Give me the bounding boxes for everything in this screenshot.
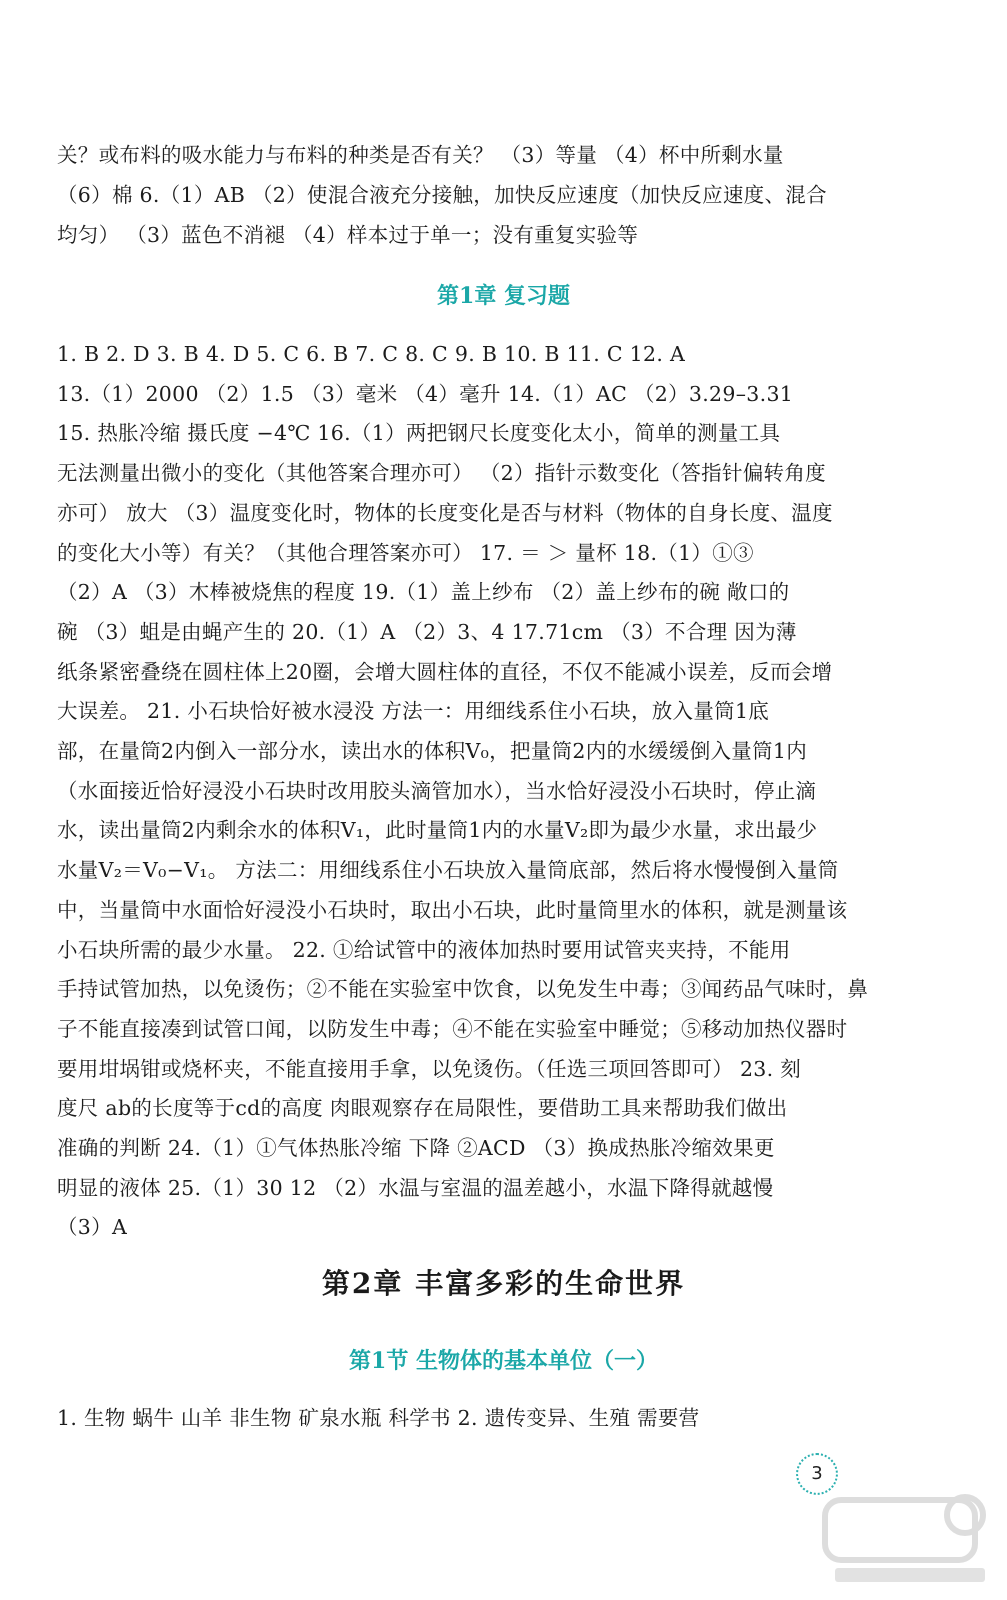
page-number: 3: [796, 1453, 838, 1495]
review-line: （2）A （3）木棒被烧焦的程度 19.（1）盖上纱布 （2）盖上纱布的碗 敞口的: [57, 580, 790, 605]
review-line: 度尺 ab的长度等于cd的高度 肉眼观察存在局限性，要借助工具来帮助我们做出: [57, 1096, 788, 1121]
section-line: 1. 生物 蜗牛 山羊 非生物 矿泉水瓶 科学书 2. 遗传变异、生殖 需要营: [57, 1406, 700, 1430]
review-line: 准确的判断 24.（1）①气体热胀冷缩 下降 ②ACD （3）换成热胀冷缩效果更: [57, 1136, 775, 1160]
review-line: 明显的液体 25.（1）30 12 （2）水温与室温的温差越小，水温下降得就越慢: [57, 1175, 774, 1200]
review-line: 1. B 2. D 3. B 4. D 5. C 6. B 7. C 8. C 9. B 10. B 11. C 12. A: [57, 342, 686, 366]
review-line: 水，读出量筒2内剩余水的体积V₁，此时量筒1内的水量V₂即为最少水量，求出最少: [57, 818, 818, 843]
review-line: 子不能直接凑到试管口闻，以防发生中毒；④不能在实验室中睡觉；⑤移动加热仪器时: [57, 1016, 848, 1041]
review-line: 13.（1）2000 （2）1.5 （3）毫米 （4）毫升 14.（1）AC （2）3.29–3.31: [57, 381, 794, 406]
paragraph-line: 均匀） （3）蓝色不消褪 （4）样本过于单一；没有重复实验等: [57, 223, 639, 247]
review-line: 小石块所需的最少水量。 22. ①给试管中的液体加热时要用试管夹夹持，不能用: [57, 937, 791, 962]
review-line: 碗 （3）蛆是由蝇产生的 20.（1）A （2）3、4 17.71cm （3）不合理 因为薄: [57, 619, 797, 644]
chapter-heading: 第2章 丰富多彩的生命世界: [321, 1267, 686, 1300]
review-line: 大误差。 21. 小石块恰好被水浸没 方法一：用细线系住小石块，放入量筒1底: [57, 699, 770, 724]
review-line: 手持试管加热，以免烫伤；②不能在实验室中饮食，以免发生中毒；③闻药品气味时，鼻: [57, 977, 869, 1002]
watermark-logo: [815, 1480, 995, 1590]
review-line: 15. 热胀冷缩 摄氏度 −4℃ 16.（1）两把钢尺长度变化太小，简单的测量工具: [57, 421, 781, 446]
paragraph-line: （6）棉 6.（1）AB （2）使混合液充分接触，加快反应速度（加快反应速度、混合: [57, 183, 827, 207]
review-heading: 第1章 复习题: [437, 283, 570, 309]
review-line: 要用坩埚钳或烧杯夹，不能直接用手拿，以免烫伤。（任选三项回答即可） 23. 刻: [57, 1056, 802, 1081]
review-line: 的变化大小等）有关？（其他合理答案亦可） 17. ＝ ＞ 量杯 18.（1）①③: [57, 540, 754, 565]
paragraph-line: 关？或布料的吸水能力与布料的种类是否有关？ （3）等量 （4）杯中所剩水量: [57, 143, 784, 167]
review-line: （水面接近恰好浸没小石块时改用胶头滴管加水），当水恰好浸没小石块时，停止滴: [57, 778, 817, 803]
review-line: 纸条紧密叠绕在圆柱体上20圈，会增大圆柱体的直径，不仅不能减小误差，反而会增: [57, 659, 833, 684]
review-line: 中，当量筒中水面恰好浸没小石块时，取出小石块，此时量筒里水的体积，就是测量该: [57, 897, 848, 922]
section-heading: 第1节 生物体的基本单位（一）: [349, 1348, 658, 1374]
review-line: 水量V₂＝V₀−V₁。 方法二：用细线系住小石块放入量筒底部，然后将水慢慢倒入量筒: [57, 858, 839, 883]
review-line: 亦可） 放大 （3）温度变化时，物体的长度变化是否与材料（物体的自身长度、温度: [57, 500, 833, 525]
review-line: 部，在量筒2内倒入一部分水，读出水的体积V₀，把量筒2内的水缓缓倒入量筒1内: [57, 739, 808, 763]
review-line: 无法测量出微小的变化（其他答案合理亦可） （2）指针示数变化（答指针偏转角度: [57, 461, 826, 486]
review-line: （3）A: [57, 1215, 128, 1240]
